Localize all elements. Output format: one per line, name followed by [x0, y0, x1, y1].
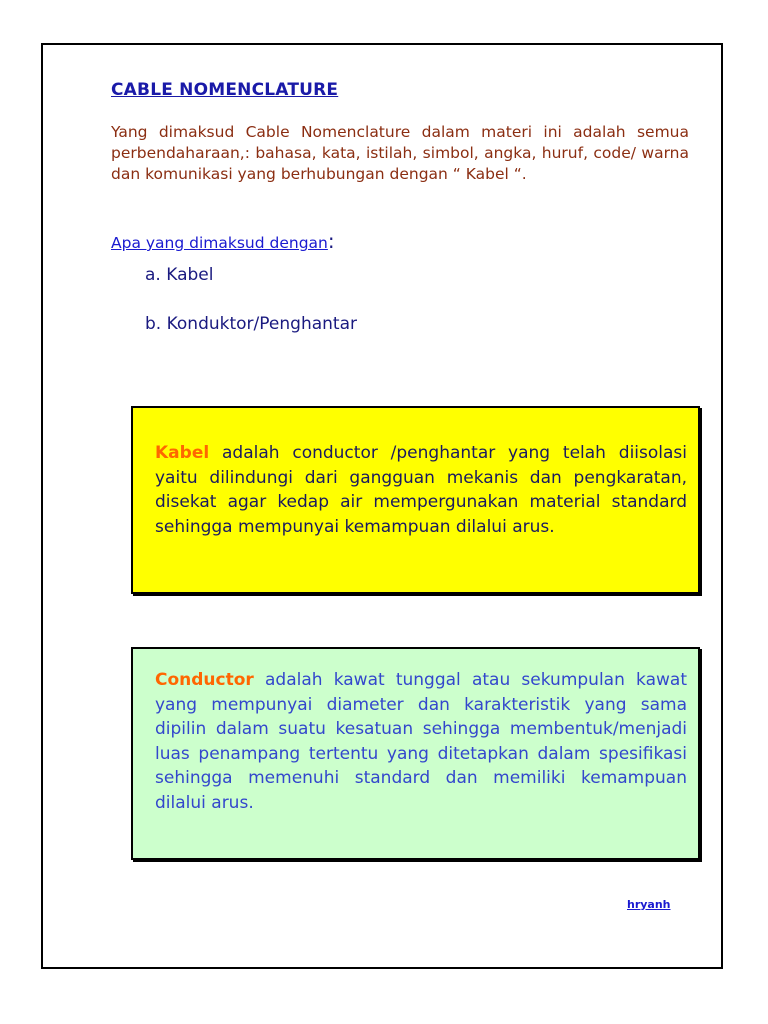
list-item-konduktor: b. Konduktor/Penghantar — [145, 314, 357, 334]
conductor-definition-body: adalah kawat tunggal atau sekumpulan kawat yang mempunyai diameter dan karakteristik yang sama dipilin dalam suatu kesatuan sehingga membentuk/menjadi luas penampang tertentu yang ditetapkan dalam spesifikasi sehingga memenuhi standard dan memiliki kemampuan dilalui arus. — [155, 670, 687, 813]
conductor-term: Conductor — [155, 670, 254, 690]
kabel-term: Kabel — [155, 443, 210, 463]
kabel-definition-body: adalah conductor /penghantar yang telah diisolasi yaitu dilindungi dari gangguan mekanis dan pengkaratan, disekat agar kedap air mempergunakan material standard sehingga mempunyai kemampuan dilalui arus. — [155, 443, 687, 537]
kabel-definition-box — [131, 406, 700, 594]
question-colon: : — [327, 229, 335, 253]
question-link[interactable]: Apa yang dimaksud dengan — [111, 234, 328, 252]
page-title: CABLE NOMENCLATURE — [111, 80, 339, 100]
conductor-definition-text — [155, 668, 687, 815]
intro-paragraph: Yang dimaksud Cable Nomenclature dalam materi ini adalah semua perbendaharaan,: bahasa, kata, istilah, simbol, angka, huruf, code/ warna dan komunikasi yang berhubungan dengan “ Kabel “. — [111, 123, 689, 183]
conductor-definition-box — [131, 647, 700, 860]
question-line — [111, 229, 335, 253]
kabel-definition-text — [155, 441, 687, 539]
list-item-kabel: a. Kabel — [145, 265, 214, 285]
author-link[interactable]: hryanh — [627, 898, 671, 911]
